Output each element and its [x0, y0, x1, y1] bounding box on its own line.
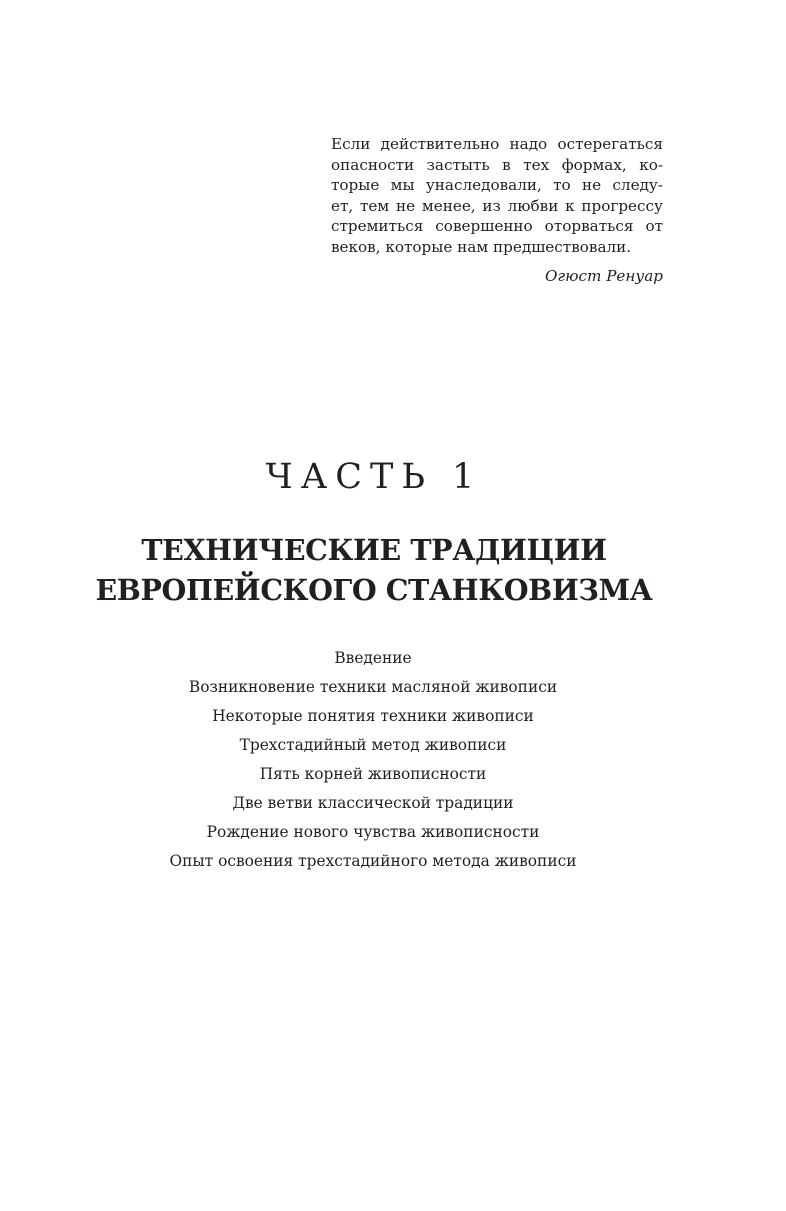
part-title-line: ТЕХНИЧЕСКИЕ ТРАДИЦИИ — [141, 533, 607, 567]
epigraph-line: Если действительно надо остерегаться — [331, 135, 663, 153]
contents-list — [0, 644, 746, 876]
epigraph-line: ет, тем не менее, из любви к прогрессу — [331, 196, 663, 215]
part-title-line: ЕВРОПЕЙСКОГО СТАНКОВИЗМА — [95, 573, 653, 607]
contents-item: Две ветви классической традиции — [232, 794, 514, 812]
epigraph-line: опасности застыть в тех формах, ко- — [331, 155, 663, 174]
contents-item: Опыт освоения трехстадийного метода живописи — [169, 852, 577, 870]
epigraph-author: Огюст Ренуар — [544, 266, 663, 285]
part-title — [0, 530, 748, 610]
epigraph-line: веков, которые нам предшествовали. — [331, 237, 632, 256]
contents-item: Некоторые понятия техники живописи — [212, 707, 534, 725]
epigraph-line: стремиться совершенно оторваться от — [331, 217, 663, 236]
epigraph-line: торые мы унаследовали, то не следу- — [331, 176, 663, 195]
part-label: ЧАСТЬ 1 — [265, 457, 483, 497]
contents-item: Трехстадийный метод живописи — [239, 736, 507, 754]
contents-item: Введение — [334, 649, 412, 667]
epigraph — [331, 134, 663, 286]
contents-item: Рождение нового чувства живописности — [206, 823, 540, 841]
contents-item: Возникновение техники масляной живописи — [188, 678, 558, 696]
contents-item: Пять корней живописности — [259, 765, 487, 783]
